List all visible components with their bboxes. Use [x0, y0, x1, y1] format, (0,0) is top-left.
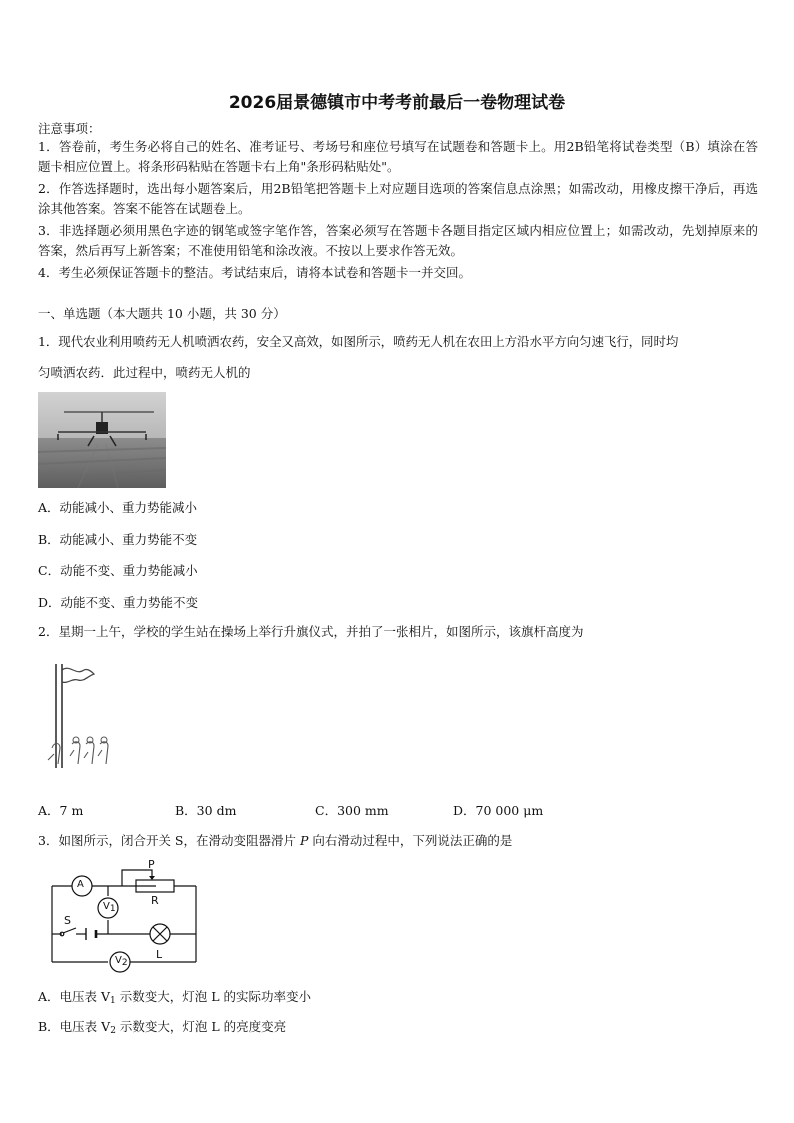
notice-heading: 注意事项：	[38, 121, 101, 136]
v1-sub: 1	[109, 904, 116, 914]
q1-stem-cont: 匀喷洒农药．此过程中，喷药无人机的	[38, 365, 251, 380]
notice-item-4: 4．考生必须保证答题卡的整洁。考试结束后，请将本试卷和答题卡一并交回。	[38, 265, 471, 280]
q1-stem: 1．现代农业利用喷药无人机喷洒农药，安全又高效，如图所示，喷药无人机在农田上方沿水平方向匀速飞行，同时均	[38, 334, 679, 349]
flagpole-sketch	[42, 660, 122, 772]
page-title: 2026届景德镇市中考考前最后一卷物理试卷	[228, 93, 566, 113]
q3a-sub: 1	[110, 996, 116, 1006]
q3b-post: 示数变大，灯泡 L 的亮度变亮	[115, 1019, 287, 1034]
q2-option-a: A．7 m	[38, 803, 84, 818]
q2-option-c: C．300 mm	[315, 803, 389, 818]
v1-letter: V	[103, 901, 110, 912]
q2-option-d: D．70 000 μm	[453, 803, 544, 818]
q3-stem-start: 3．如图所示，闭合开关 S，在滑动变阻器滑片	[38, 833, 300, 848]
q3-slider-symbol: P	[299, 833, 309, 848]
q3-stem	[38, 831, 758, 851]
q3-option-a	[38, 987, 311, 1006]
q1-option-a: A．动能减小、重力势能减小	[38, 500, 198, 515]
voltmeter-v2-label	[115, 955, 128, 968]
q3b-pre: B．电压表 V	[38, 1019, 111, 1034]
voltmeter-v1-label	[103, 901, 116, 914]
notice-item-1: 1．答卷前，考生务必将自己的姓名、准考证号、考场号和座位号填写在试题卷和答题卡上。用2B铅笔将试卷类型（B）填涂在答题卡相应位置上。将条形码粘贴在答题卡右上角"条形码粘贴处"。	[38, 139, 758, 174]
q1-option-c: C．动能不变、重力势能减小	[38, 563, 198, 578]
rheostat-label-r: R	[151, 894, 159, 907]
switch-label-s: S	[64, 914, 71, 927]
q3a-pre: A．电压表 V	[38, 989, 111, 1004]
drone-photo	[38, 392, 166, 488]
ammeter-label: A	[77, 879, 84, 890]
q1-option-d: D．动能不变、重力势能不变	[38, 595, 199, 610]
v2-letter: V	[115, 955, 122, 966]
notice-item-3: 3．非选择题必须用黑色字迹的钢笔或签字笔作答，答案必须写在答题卡各题目指定区域内相应位置上；如需改动，先划掉原来的答案，然后再写上新答案；不准使用铅笔和涂改液。不按以上要求作答无效。	[38, 223, 758, 258]
q3-stem-end: 向右滑动过程中，下列说法正确的是	[308, 833, 513, 848]
q1-option-b: B．动能减小、重力势能不变	[38, 532, 198, 547]
notice-item-2: 2．作答选择题时，选出每小题答案后，用2B铅笔把答题卡上对应题目选项的答案信息点涂黑；如需改动，用橡皮擦干净后，再选涂其他答案。答案不能答在试题卷上。	[38, 181, 758, 216]
lamp-label-l: L	[156, 948, 163, 961]
section-heading: 一、单选题（本大题共 10 小题，共 30 分）	[38, 306, 286, 321]
q3b-sub: 2	[110, 1026, 116, 1036]
slider-label-p: P	[148, 858, 155, 871]
circuit-diagram	[40, 858, 210, 976]
q2-stem: 2．星期一上午，学校的学生站在操场上举行升旗仪式，并拍了一张相片，如图所示，该旗杆高度为	[38, 624, 584, 639]
v2-sub: 2	[121, 958, 128, 968]
q3-option-b	[38, 1017, 286, 1036]
q2-option-b: B．30 dm	[175, 803, 237, 818]
q3a-post: 示数变大，灯泡 L 的实际功率变小	[115, 989, 311, 1004]
